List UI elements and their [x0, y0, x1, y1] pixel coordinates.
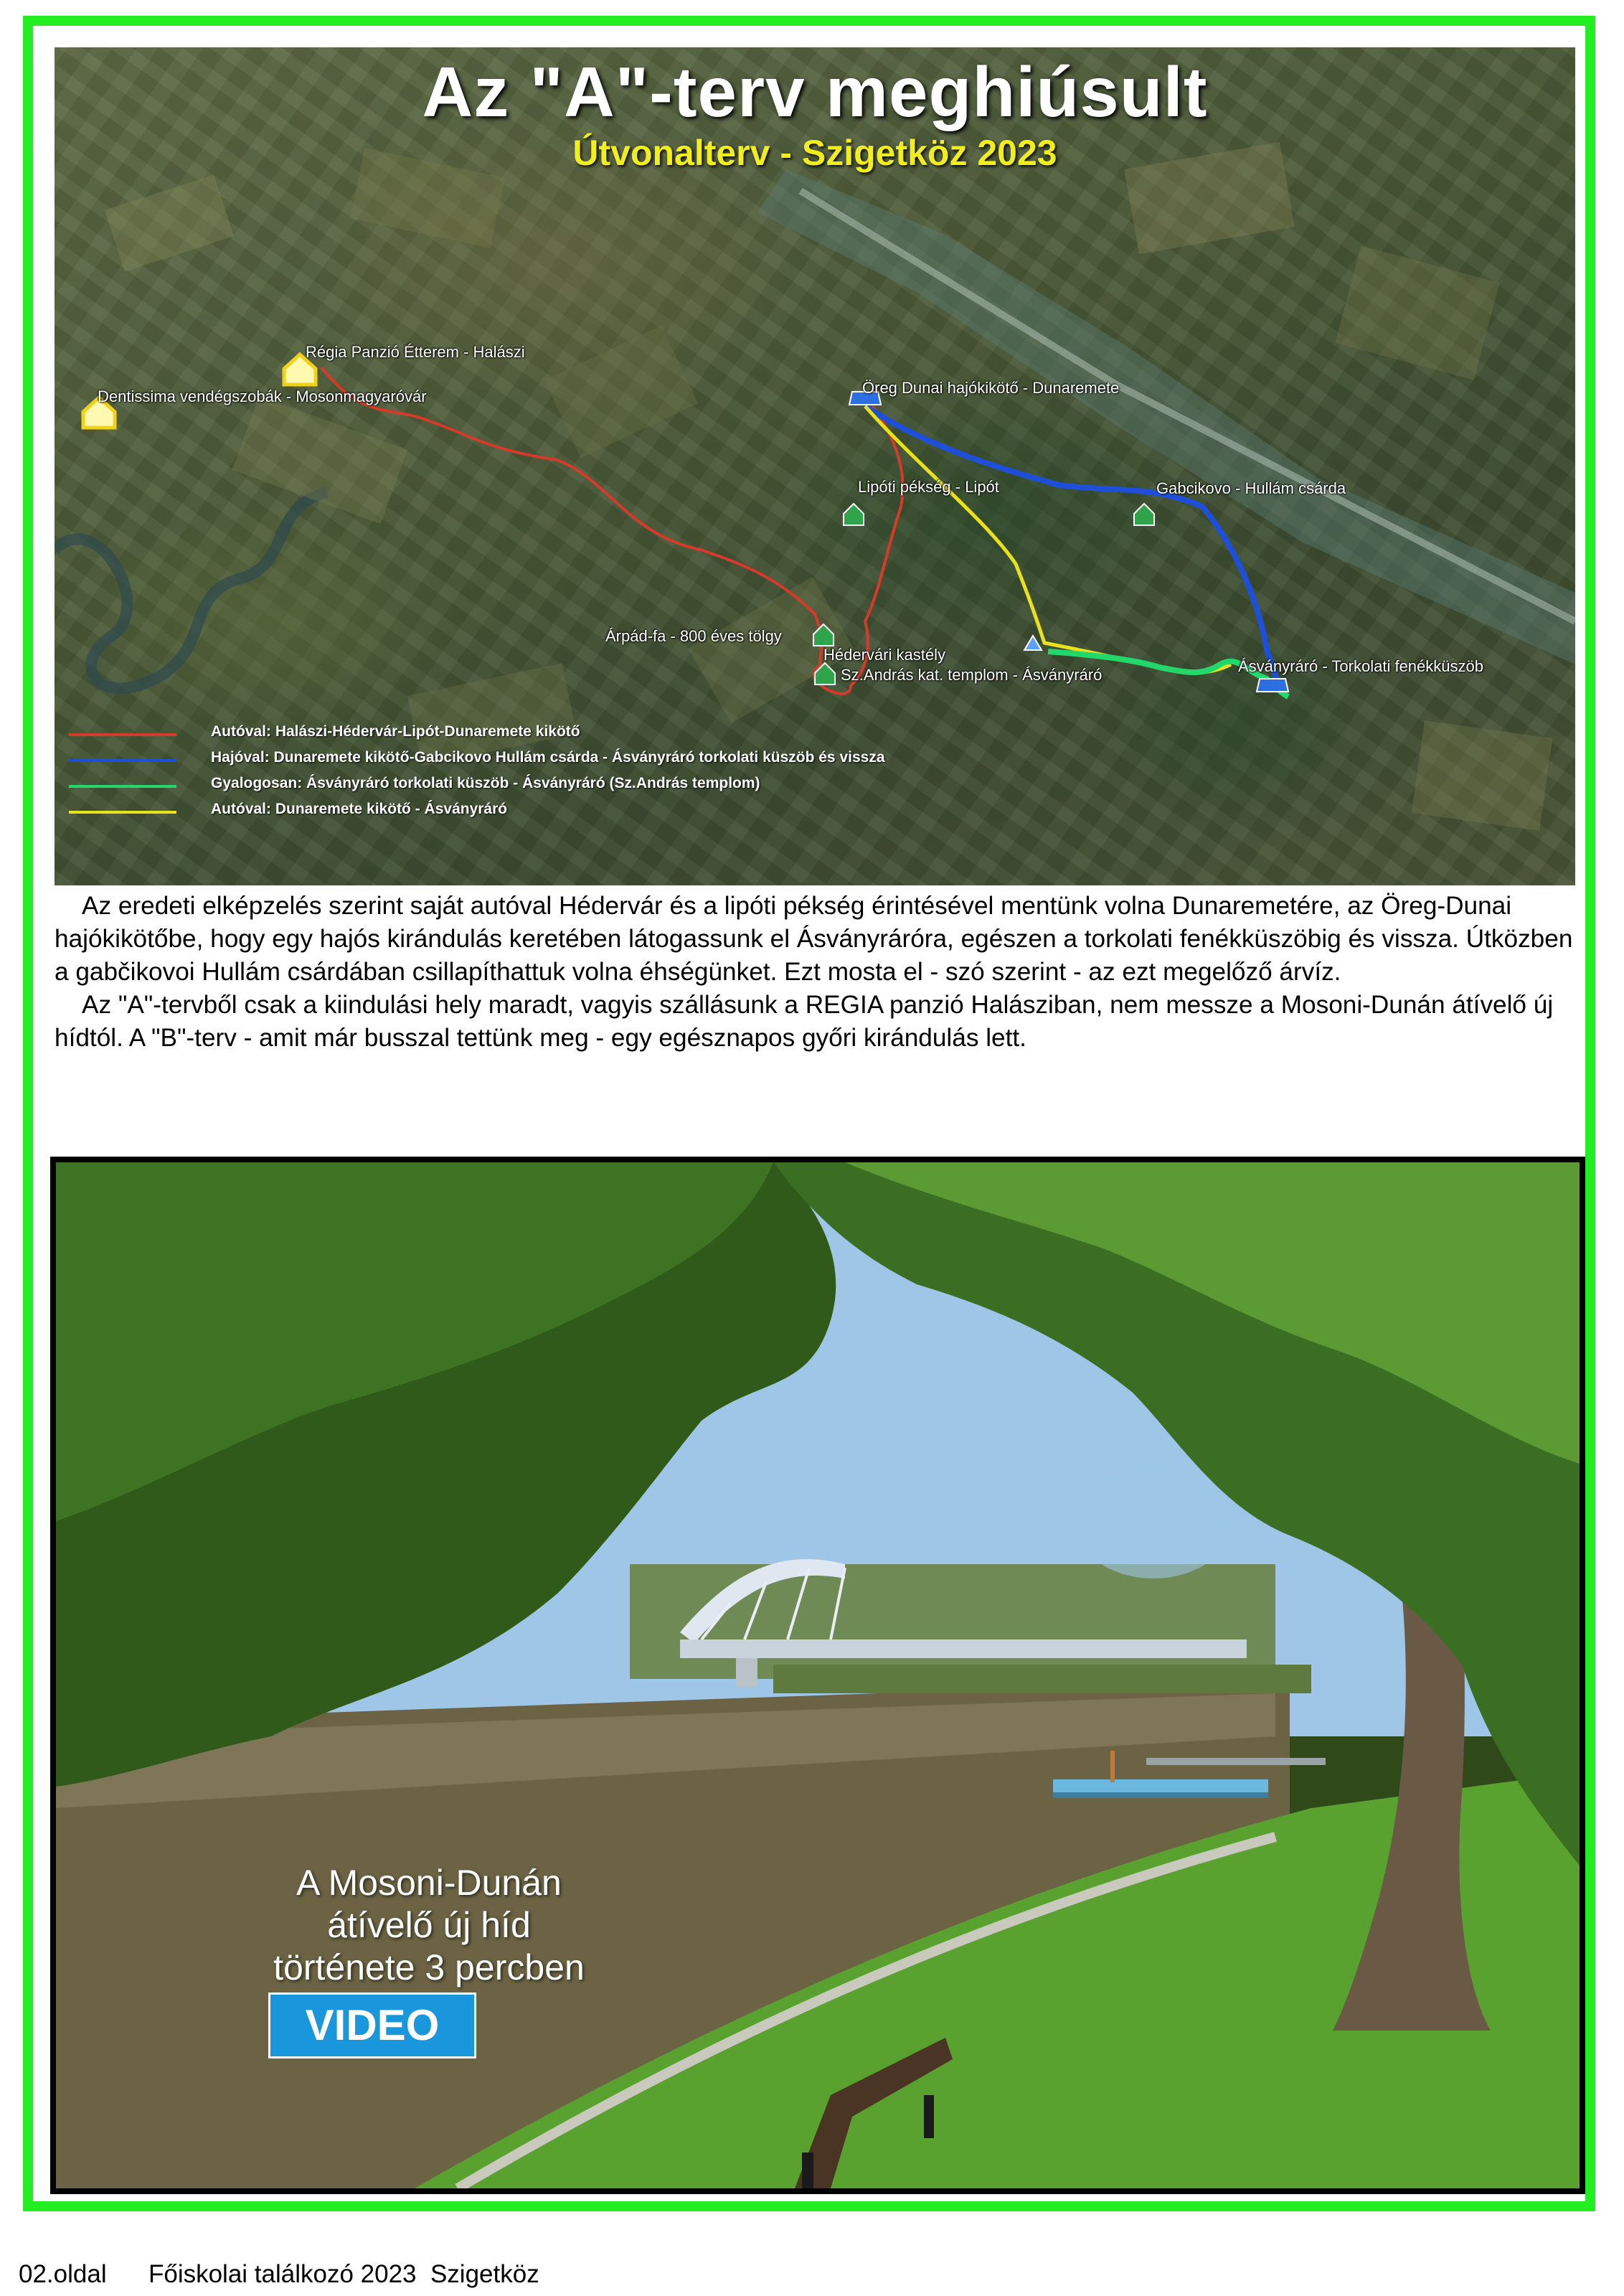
video-button[interactable]: VIDEO	[268, 1992, 476, 2059]
page-number: 02.oldal	[19, 2260, 107, 2288]
route-map	[55, 47, 1575, 885]
legend-swatch	[69, 759, 176, 762]
place-label: Régia Panzió Étterem - Halászi	[306, 343, 525, 361]
place-label: Öreg Dunai hajókikötő - Dunaremete	[862, 379, 1120, 397]
home-icon	[1134, 504, 1154, 525]
place-label: Gabcikovo - Hullám csárda	[1156, 479, 1346, 497]
caption-line: átívelő új híd	[327, 1905, 531, 1945]
legend-label: Hajóval: Dunaremete kikötő-Gabcikovo Hullám csárda - Ásványráró torkolati küszöb és vissza	[211, 749, 885, 766]
footer-title: Főiskolai találkozó 2023 Szigetköz	[148, 2260, 539, 2288]
legend-swatch	[69, 811, 176, 814]
legend-label: Autóval: Dunaremete kikötő - Ásványráró	[211, 801, 508, 817]
place-label: Sz.András kat. templom - Ásványráró	[841, 666, 1103, 684]
legend-swatch	[69, 785, 176, 788]
place-label: Dentissima vendégszobák - Mosonmagyaróvár	[98, 387, 427, 405]
map-subtitle: Útvonalterv - Szigetköz 2023	[572, 133, 1057, 173]
place-label: Ásványráró - Torkolati fenékküszöb	[1238, 657, 1483, 675]
map-title: Az "A"-terv meghiúsult	[422, 52, 1208, 131]
place-label: Hédervári kastély	[823, 646, 945, 664]
harbor-icon	[1257, 679, 1288, 692]
place-label: Árpád-fa - 800 éves tölgy	[605, 627, 782, 645]
church-icon	[1024, 636, 1042, 650]
home-icon	[844, 504, 864, 525]
video-caption	[221, 1862, 637, 1989]
legend-label: Gyalogosan: Ásványráró torkolati küszöb - Ásványráró (Sz.András templom)	[211, 775, 760, 791]
place-label: Lipóti pékség - Lipót	[858, 478, 999, 496]
paragraph: Az "A"-tervből csak a kiindulási hely maradt, vagyis szállásunk a REGIA panzió Halásziban, nem messze a Mosoni-Dunán átívelő új hídtól. A "B"-terv - amit már busszal tettünk meg - egy egésznapos győri kirándulás lett.	[55, 991, 1554, 1052]
article-text	[55, 890, 1582, 1055]
page-footer	[19, 2260, 539, 2289]
legend-label: Autóval: Halászi-Hédervár-Lipót-Dunaremete kikötő	[211, 723, 580, 740]
caption-line: A Mosoni-Dunán	[296, 1863, 562, 1903]
legend-swatch	[69, 733, 176, 736]
mosoni-duna	[55, 492, 327, 688]
caption-line: története 3 percben	[273, 1947, 585, 1987]
river-photo	[50, 1157, 1585, 2194]
paragraph: Az eredeti elképzelés szerint saját autóval Hédervár és a lipóti pékség érintésével mentünk volna Dunaremetére, az Öreg-Dunai hajókikötőbe, hogy egy hajós kirándulás keretében látogassunk el Ásványráróra, egészen a torkolati fenékküszöbig és vissza. Útközben a gabčikovoi Hullám csárdában csillapíthattuk volna éhségünket. Ezt mosta el - szó szerint - az ezt megelőző árvíz.	[55, 892, 1573, 986]
